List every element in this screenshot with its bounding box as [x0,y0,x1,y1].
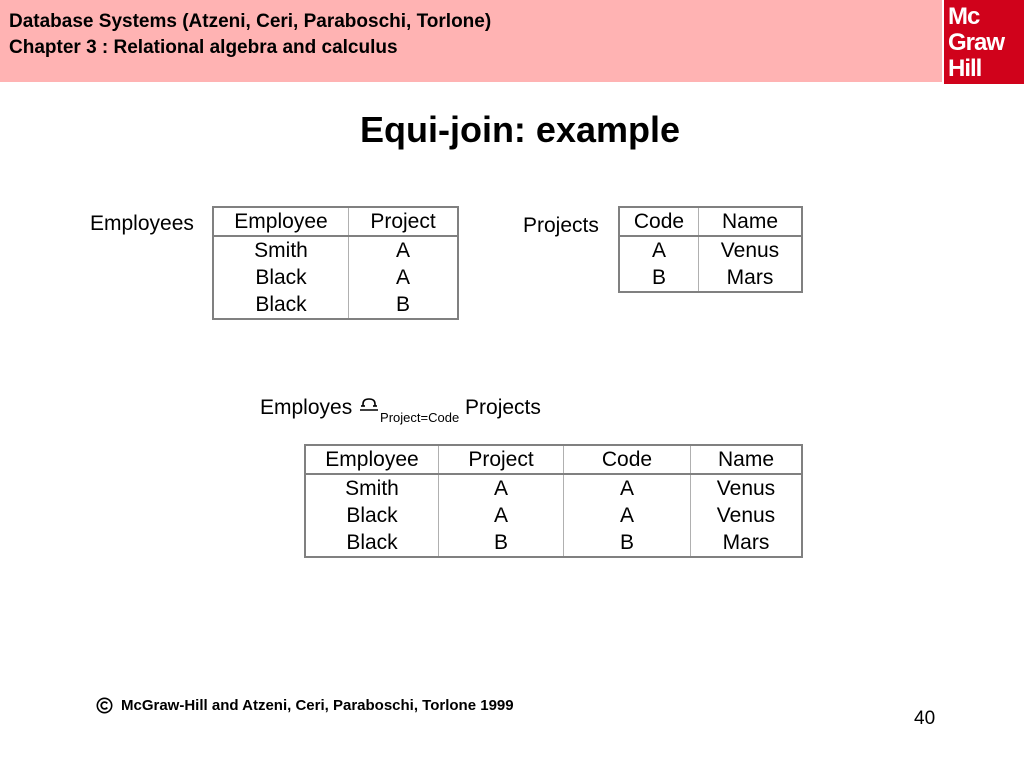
table-row [619,236,802,264]
table-cell: A [564,502,691,529]
table-cell: A [349,264,459,291]
table-cell: Venus [691,474,803,502]
mcgraw-hill-logo [944,0,1024,84]
table-cell: B [349,291,459,319]
projects-table [618,206,803,293]
table-header-row [213,207,458,236]
slide-header [0,0,942,82]
table-row [213,264,458,291]
table-cell: Smith [345,477,399,500]
join-operator-icon [358,396,380,420]
table-cell: Venus [691,502,803,529]
table-cell: Black [346,531,398,554]
table-cell: Smith [254,239,308,262]
column-header: Name [699,207,803,236]
column-header: Employee [213,207,349,236]
table-cell: Mars [691,529,803,557]
join-expression [260,396,541,425]
column-header: Code [564,445,691,474]
column-header: Employee [305,445,439,474]
column-header: Project [439,445,564,474]
table-cell: A [349,236,459,264]
table-row [305,502,802,529]
table-row [305,474,802,502]
table-cell: A [651,239,666,262]
table-header-row [619,207,802,236]
table-cell: Black [255,266,307,289]
table-cell: A [439,474,564,502]
copyright-icon [96,697,113,714]
table-cell: A [439,502,564,529]
chapter-title: Chapter 3 : Relational algebra and calculus [9,37,398,58]
table-row [213,291,458,319]
employees-label: Employees [90,212,194,235]
logo-line-1: Mc [948,3,980,30]
copyright-text: McGraw-Hill and Atzeni, Ceri, Paraboschi, Torlone 1999 [121,697,514,714]
column-header: Project [349,207,459,236]
table-row [213,236,458,264]
employees-table [212,206,459,320]
table-cell: A [564,474,691,502]
table-cell: B [564,529,691,557]
table-cell: Black [255,293,307,316]
table-cell: Venus [699,236,803,264]
logo-line-2: Graw [948,29,1005,56]
table-cell: Mars [699,264,803,292]
table-cell: Black [346,504,398,527]
column-header: Name [691,445,803,474]
table-cell: B [651,266,666,289]
page-number: 40 [914,708,936,729]
join-right-operand: Projects [465,396,541,419]
projects-label: Projects [523,214,599,237]
table-cell: B [439,529,564,557]
column-header: Code [619,207,699,236]
logo-line-3: Hill [948,55,982,82]
slide-title: Equi-join: example [359,109,681,150]
join-left-operand: Employes [260,396,353,419]
book-title: Database Systems (Atzeni, Ceri, Paraboschi, Torlone) [9,11,492,32]
table-row [619,264,802,292]
join-result-table [304,444,803,558]
join-condition: Project=Code [380,410,460,425]
table-header-row [305,445,802,474]
table-row [305,529,802,557]
